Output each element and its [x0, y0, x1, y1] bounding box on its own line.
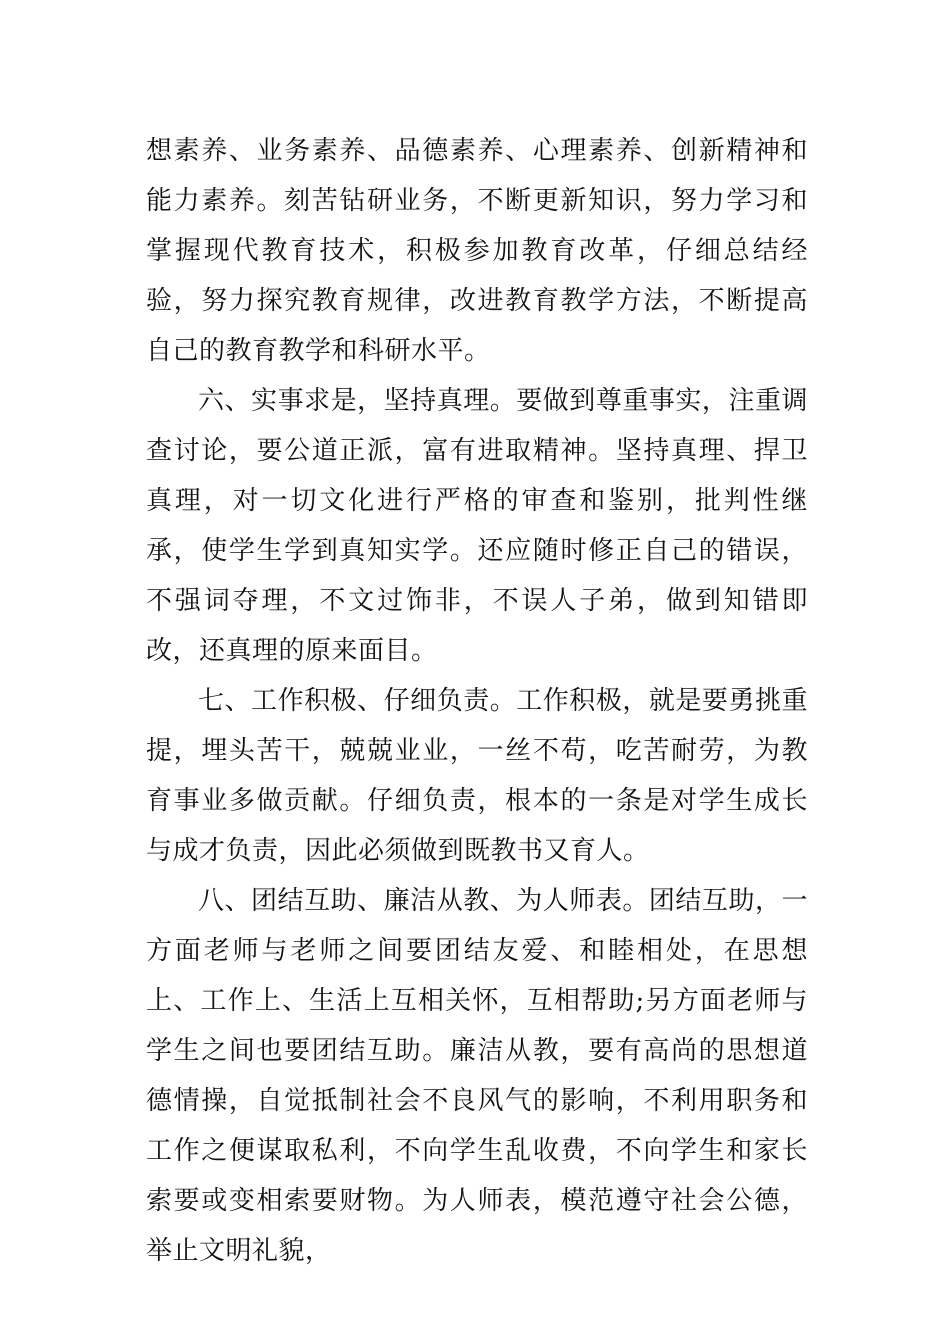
paragraph-section-eight: 八、团结互助、廉洁从教、为人师表。团结互助，一方面老师与老师之间要团结友爱、和睦相处，在思想上、工作上、生活上互相关怀，互相帮助;另方面老师与学生之间也要团结互助。廉洁从教，要有高尚的思想道德情操，自觉抵制社会不良风气的影响，不利用职务和工作之便谋取私利，不向学生乱收费，不向学生和家长索要或变相索要财物。为人师表，模范遵守社会公德，举止文明礼貌，	[146, 886, 808, 1266]
document-body	[146, 126, 808, 1276]
paragraph-section-six: 六、实事求是，坚持真理。要做到尊重事实，注重调查讨论，要公道正派，富有进取精神。坚持真理、捍卫真理，对一切文化进行严格的审查和鉴别，批判性继承，使学生学到真知实学。还应随时修正自己的错误，不强词夺理，不文过饰非，不误人子弟，做到知错即改，还真理的原来面目。	[146, 386, 808, 666]
paragraph-continued: 想素养、业务素养、品德素养、心理素养、创新精神和能力素养。刻苦钻研业务，不断更新知识，努力学习和掌握现代教育技术，积极参加教育改革，仔细总结经验，努力探究教育规律，改进教育教学方法，不断提高自己的教育教学和科研水平。	[146, 136, 808, 366]
paragraph-section-seven: 七、工作积极、仔细负责。工作积极，就是要勇挑重提，埋头苦干，兢兢业业，一丝不苟，吃苦耐劳，为教育事业多做贡献。仔细负责，根本的一条是对学生成长与成才负责，因此必须做到既教书又育人。	[146, 686, 808, 866]
